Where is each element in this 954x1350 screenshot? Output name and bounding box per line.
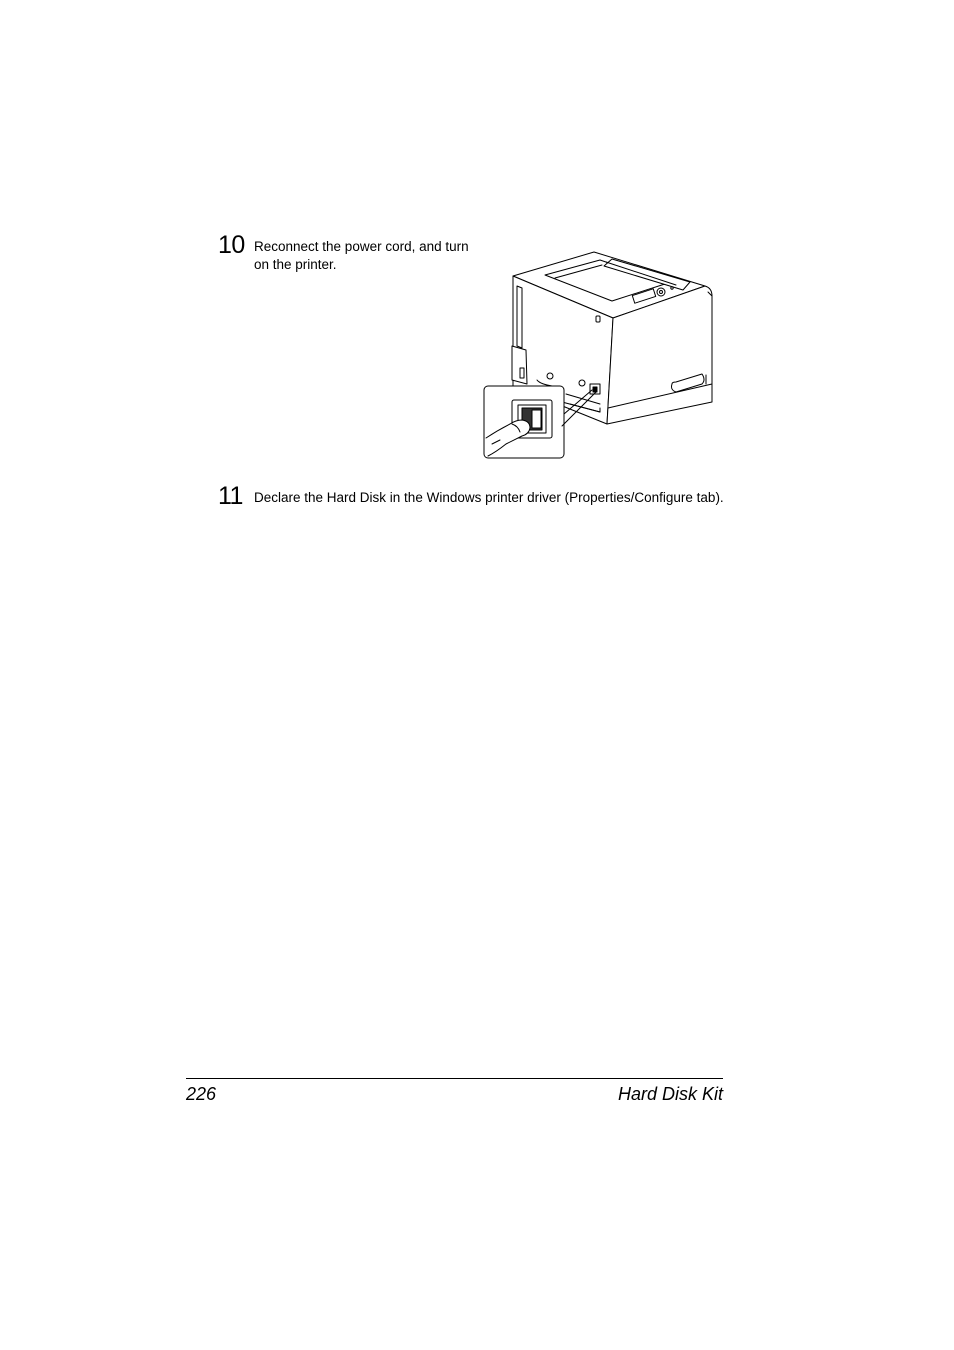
step-10-number: 10 [218, 231, 245, 259]
step-11-text: Declare the Hard Disk in the Windows printer driver (Properties/Configure tab). [254, 490, 724, 505]
step-10-text: Reconnect the power cord, and turn on the printer. [254, 239, 469, 272]
step-11-number: 11 [218, 482, 243, 510]
printer-power-switch-illustration [480, 248, 716, 462]
page-number: 226 [186, 1084, 217, 1104]
footer-divider [186, 1078, 723, 1079]
section-title: Hard Disk Kit [617, 1084, 723, 1104]
